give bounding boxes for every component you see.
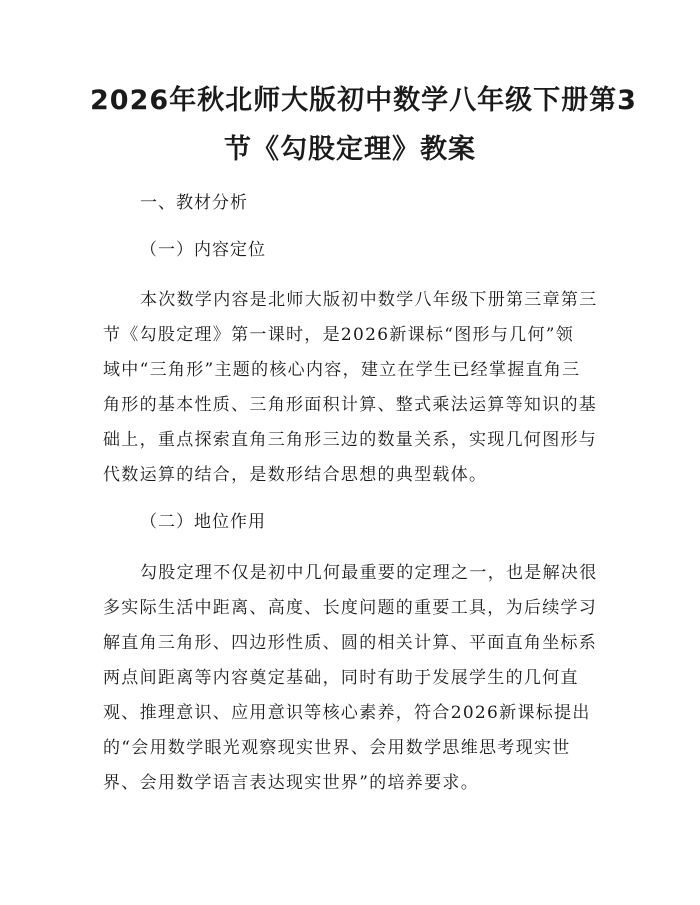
paragraph-line: 界、会用数学语言表达现实世界”的培养要求。: [103, 773, 479, 793]
paragraph-line: 节《勾股定理》第一课时，是2026新课标“图形与几何”领: [103, 325, 575, 345]
document-title-line1: 2026年秋北师大版初中数学八年级下册第3: [90, 85, 637, 116]
document-title-line2: 节《勾股定理》教案: [224, 134, 476, 165]
paragraph-role: [103, 556, 599, 801]
paragraph-line: 域中“三角形”主题的核心内容，建立在学生已经掌握直角三: [103, 360, 581, 380]
paragraph-line: 多实际生活中距离、高度、长度问题的重要工具，为后续学习: [103, 598, 598, 618]
section-heading-textbook-analysis: 一、教材分析: [140, 193, 248, 213]
subsection-heading-role: （二）地位作用: [140, 512, 266, 532]
paragraph-line: 础上，重点探索直角三角形三边的数量关系，实现几何图形与: [103, 430, 598, 450]
paragraph-line: 角形的基本性质、三角形面积计算、整式乘法运算等知识的基: [103, 395, 598, 415]
paragraph-content-positioning: [103, 283, 599, 493]
paragraph-line: 勾股定理不仅是初中几何最重要的定理之一，也是解决很: [140, 563, 598, 583]
paragraph-line: 两点间距离等内容奠定基础，同时有助于发展学生的几何直: [103, 668, 579, 688]
subsection-heading-content-positioning: （一）内容定位: [140, 240, 266, 260]
paragraph-line: 本次数学内容是北师大版初中数学八年级下册第三章第三: [140, 290, 598, 310]
paragraph-line: 的“会用数学眼光观察现实世界、会用数学思维思考现实世: [103, 738, 571, 758]
paragraph-line: 代数运算的结合，是数形结合思想的典型载体。: [103, 465, 488, 485]
paragraph-line: 观、推理意识、应用意识等核心素养，符合2026新课标提出: [103, 703, 591, 723]
paragraph-line: 解直角三角形、四边形性质、圆的相关计算、平面直角坐标系: [103, 633, 598, 653]
